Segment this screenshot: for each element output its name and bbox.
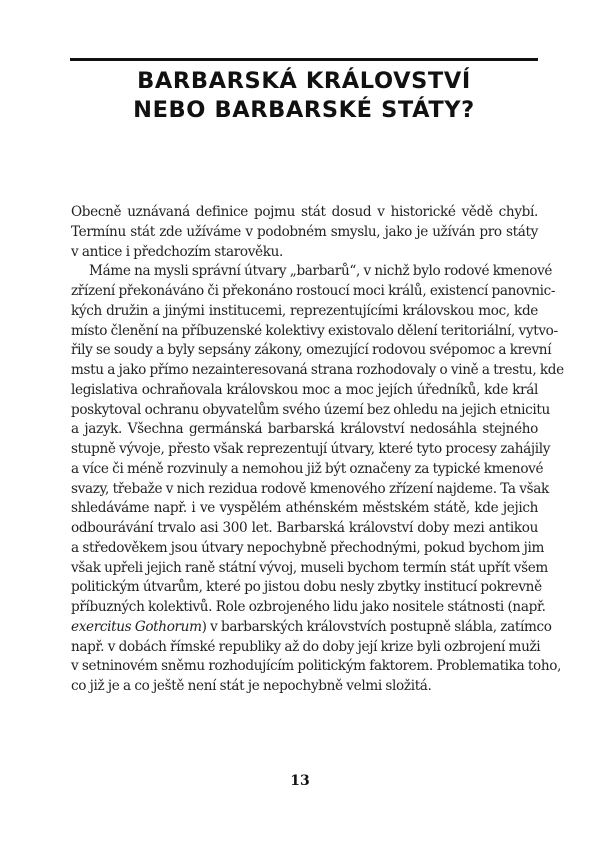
text-line: odbourávání trvalo asi 300 let. Barbarská království doby mezi antikou bbox=[71, 520, 538, 536]
text-line: Termínu stát zde užíváme v podobném smyslu, jako je užíván pro státy bbox=[71, 223, 538, 240]
text-line: příbuzných kolektivů. Role ozbrojeného lidu jako nositele státnosti (např. bbox=[71, 599, 546, 615]
paragraph-1 bbox=[71, 203, 538, 262]
text-line: místo členění na příbuzenské kolektivy existovalo dělení teritoriální, vytvo- bbox=[71, 322, 558, 339]
text-line: zřízení překonáváno či překonáno rostoucí moci králů, existencí panovnic- bbox=[71, 283, 556, 299]
text-line: řily se soudy a byly sepsány zákony, omezující rodovou svépomoc a krevní bbox=[71, 342, 552, 359]
text-line: a jazyk. Všechna germánská barbarská království nedosáhla stejného bbox=[71, 421, 538, 438]
text-line-with-italic bbox=[71, 618, 552, 638]
text-line: svazy, třebaže v nich rezidua rodově kmenového zřízení najdeme. Ta však bbox=[71, 480, 549, 497]
text-line: a více či méně rozvinuly a nemohou již být označeny za typické kmenové bbox=[71, 460, 544, 477]
chapter-title-line-1: BARBARSKÁ KRÁLOVSTVÍ bbox=[137, 68, 471, 94]
text-line: Obecně uznávaná definice pojmu stát dosud v historické vědě chybí. bbox=[71, 204, 538, 220]
paragraph-2 bbox=[71, 262, 564, 697]
chapter-title-line-2: NEBO BARBARSKÉ STÁTY? bbox=[133, 97, 475, 123]
text-line: mstu a jako přímo nezainteresovaná strana rozhodovaly o vině a trestu, kde bbox=[71, 362, 564, 378]
text-line: a středověkem jsou útvary nepochybně přechodnými, pokud bychom jim bbox=[71, 539, 545, 556]
top-rule bbox=[70, 58, 538, 61]
text-line: co již je a co ještě není stát je nepochybně velmi složitá. bbox=[71, 678, 432, 694]
text-line: kých družin a jinými institucemi, reprezentujícími královskou moc, kde bbox=[71, 302, 538, 319]
text-line: shledáváme např. i ve vyspělém athénském městském státě, kde jejich bbox=[71, 500, 538, 517]
body-text bbox=[71, 203, 564, 697]
text-line: v setninovém sněmu rozhodujícím politickým faktorem. Problematika toho, bbox=[71, 658, 562, 675]
text-line: v antice i předchozím starověku. bbox=[71, 243, 284, 260]
text-line: politickým útvarům, které po jistou dobu nesly zbytky institucí pokrevně bbox=[71, 579, 542, 596]
text-line: Máme na mysli správní útvary „barbarů“, v nichž bylo rodové kmenové bbox=[89, 263, 553, 280]
text-line: např. v dobách římské republiky až do doby její krize byli ozbrojení muži bbox=[71, 638, 541, 655]
text-line: legislativa ochraňovala královskou moc a moc jejích úředníků, kde král bbox=[71, 381, 538, 398]
italic-latin-term: exercitus Gothorum bbox=[71, 618, 202, 635]
page-number: 13 bbox=[290, 773, 310, 789]
text-line: však upřeli jejich raně státní vývoj, museli bychom termín stát upřít všem bbox=[71, 559, 548, 576]
text-after-italic: ) v barbarských královstvích postupně slábla, zatímco bbox=[201, 618, 552, 635]
text-line: stupně vývoje, přesto však reprezentují útvary, které tyto procesy zahájily bbox=[71, 441, 551, 457]
text-line: poskytoval ochranu obyvatelům svého území bez ohledu na jejich etnicitu bbox=[71, 401, 550, 418]
chapter-title bbox=[70, 67, 538, 125]
